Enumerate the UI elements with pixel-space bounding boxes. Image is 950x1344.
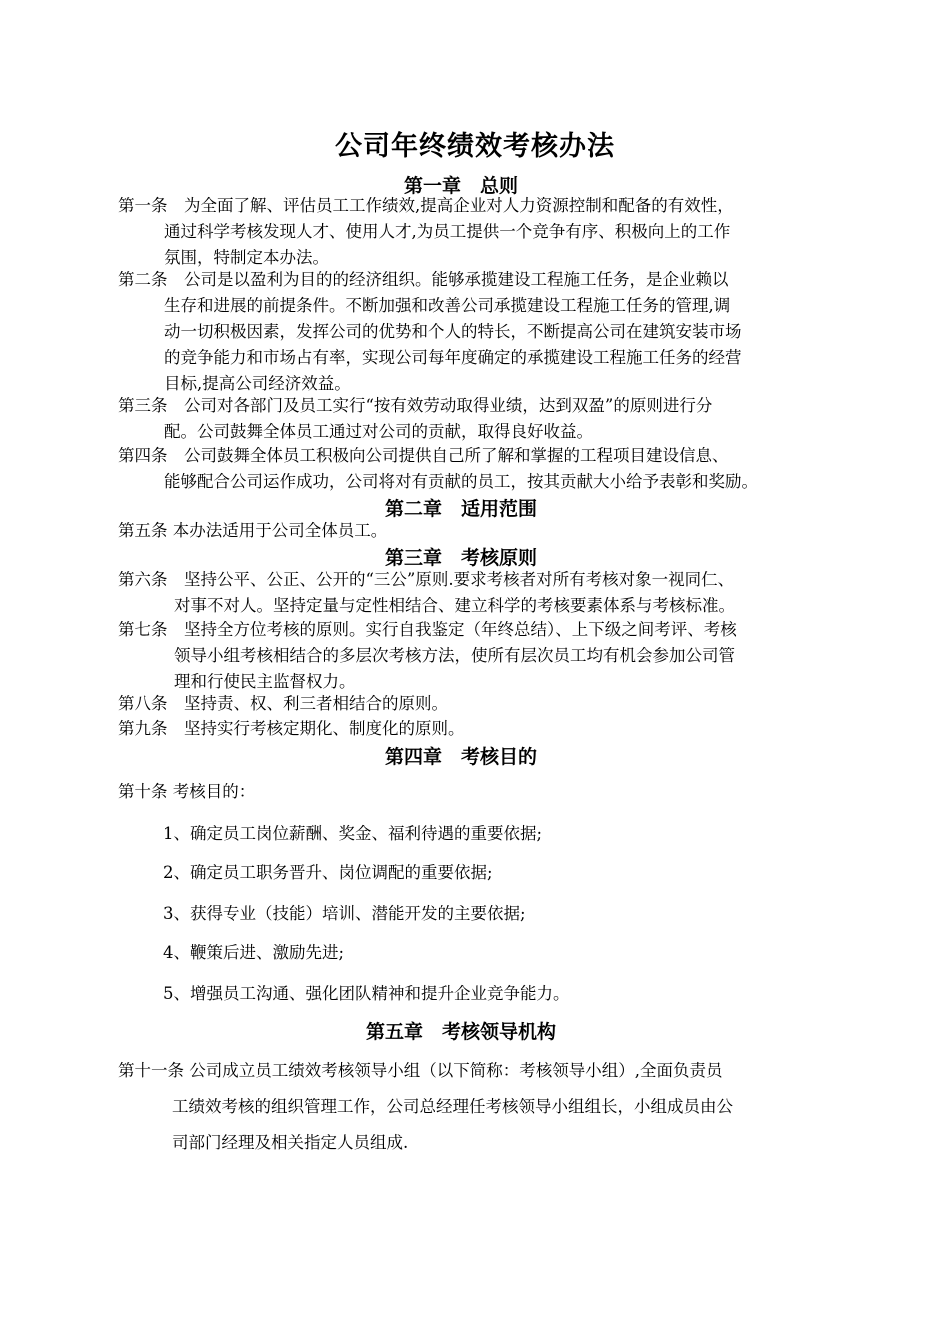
purpose-item-3: 3、获得专业（技能）培训、潜能开发的主要依据; [163, 904, 526, 923]
article-2-line-1: 第二条 公司是以盈利为目的的经济组织。能够承揽建设工程施工任务，是企业赖以 [118, 270, 729, 289]
purpose-item-5: 5、增强员工沟通、强化团队精神和提升企业竞争能力。 [163, 984, 570, 1003]
article-1-line-2: 通过科学考核发现人才、使用人才,为员工提供一个竞争有序、积极向上的工作 [164, 222, 731, 241]
chapter-4-heading: 第四章 考核目的 [384, 746, 537, 768]
purpose-item-1: 1、确定员工岗位薪酬、奖金、福利待遇的重要依据; [163, 824, 543, 843]
article-4-line-1: 第四条 公司鼓舞全体员工积极向公司提供自己所了解和掌握的工程项目建设信息、 [118, 446, 729, 465]
article-4 [118, 443, 848, 495]
article-2-line-3: 动一切积极因素，发挥公司的优势和个人的特长，不断提高公司在建筑安装市场 [164, 322, 742, 341]
article-7-line-3: 理和行使民主监督权力。 [174, 672, 356, 691]
article-11 [118, 1053, 848, 1161]
article-3-line-2: 配。公司鼓舞全体员工通过对公司的贡献，取得良好收益。 [164, 422, 593, 441]
article-2-line-5: 目标,提高公司经济效益。 [164, 374, 351, 393]
article-7-line-1: 第七条 坚持全方位考核的原则。实行自我鉴定（年终总结）、上下级之间考评、考核 [118, 620, 737, 639]
chapter-5-heading: 第五章 考核领导机构 [365, 1021, 556, 1043]
article-2-line-4: 的竞争能力和市场占有率，实现公司每年度确定的承揽建设工程施工任务的经营 [164, 348, 742, 367]
article-10 [118, 779, 848, 805]
article-1-line-3: 氛围，特制定本办法。 [164, 248, 329, 267]
chapter-3-heading: 第三章 考核原则 [384, 547, 537, 569]
article-5 [118, 518, 848, 544]
article-11-line-1: 第十一条 公司成立员工绩效考核领导小组（以下简称：考核领导小组）,全面负责员 [118, 1061, 723, 1080]
chapter-2-heading: 第二章 适用范围 [384, 498, 537, 520]
article-6-line-2: 对事不对人。坚持定量与定性相结合、建立科学的考核要素体系与考核标准。 [174, 596, 735, 615]
article-1-line-1: 第一条 为全面了解、评估员工工作绩效,提高企业对人力资源控制和配备的有效性， [118, 196, 734, 215]
article-3 [118, 393, 848, 445]
document-title: 公司年终绩效考核办法 [335, 131, 615, 162]
article-7 [118, 617, 848, 695]
article-6 [118, 567, 848, 619]
article-9 [118, 716, 848, 742]
article-10-line-1: 第十条 考核目的： [118, 782, 256, 801]
article-1 [118, 193, 848, 271]
article-11-line-2: 工绩效考核的组织管理工作，公司总经理任考核领导小组组长，小组成员由公 [172, 1097, 733, 1116]
purpose-item-2: 2、确定员工职务晋升、岗位调配的重要依据; [163, 863, 493, 882]
purpose-item-4: 4、鞭策后进、激励先进; [163, 943, 345, 962]
article-5-line-1: 第五条 本办法适用于公司全体员工。 [118, 521, 388, 540]
article-8-line-1: 第八条 坚持责、权、利三者相结合的原则。 [118, 694, 448, 713]
article-3-line-1: 第三条 公司对各部门及员工实行“按有效劳动取得业绩，达到双盈”的原则进行分 [118, 396, 713, 415]
article-7-line-2: 领导小组考核相结合的多层次考核方法，使所有层次员工均有机会参加公司管 [174, 646, 735, 665]
article-4-line-2: 能够配合公司运作成功，公司将对有贡献的员工，按其贡献大小给予表彰和奖励。 [164, 472, 758, 491]
article-2-line-2: 生存和进展的前提条件。不断加强和改善公司承揽建设工程施工任务的管理,调 [164, 296, 731, 315]
article-8 [118, 691, 848, 717]
article-11-line-3: 司部门经理及相关指定人员组成. [172, 1133, 409, 1152]
article-6-line-1: 第六条 坚持公平、公正、公开的“三公”原则.要求考核者对所有考核对象一视同仁、 [118, 570, 735, 589]
article-2 [118, 267, 848, 397]
chapter-1-heading: 第一章 总则 [403, 175, 518, 197]
article-9-line-1: 第九条 坚持实行考核定期化、制度化的原则。 [118, 719, 465, 738]
